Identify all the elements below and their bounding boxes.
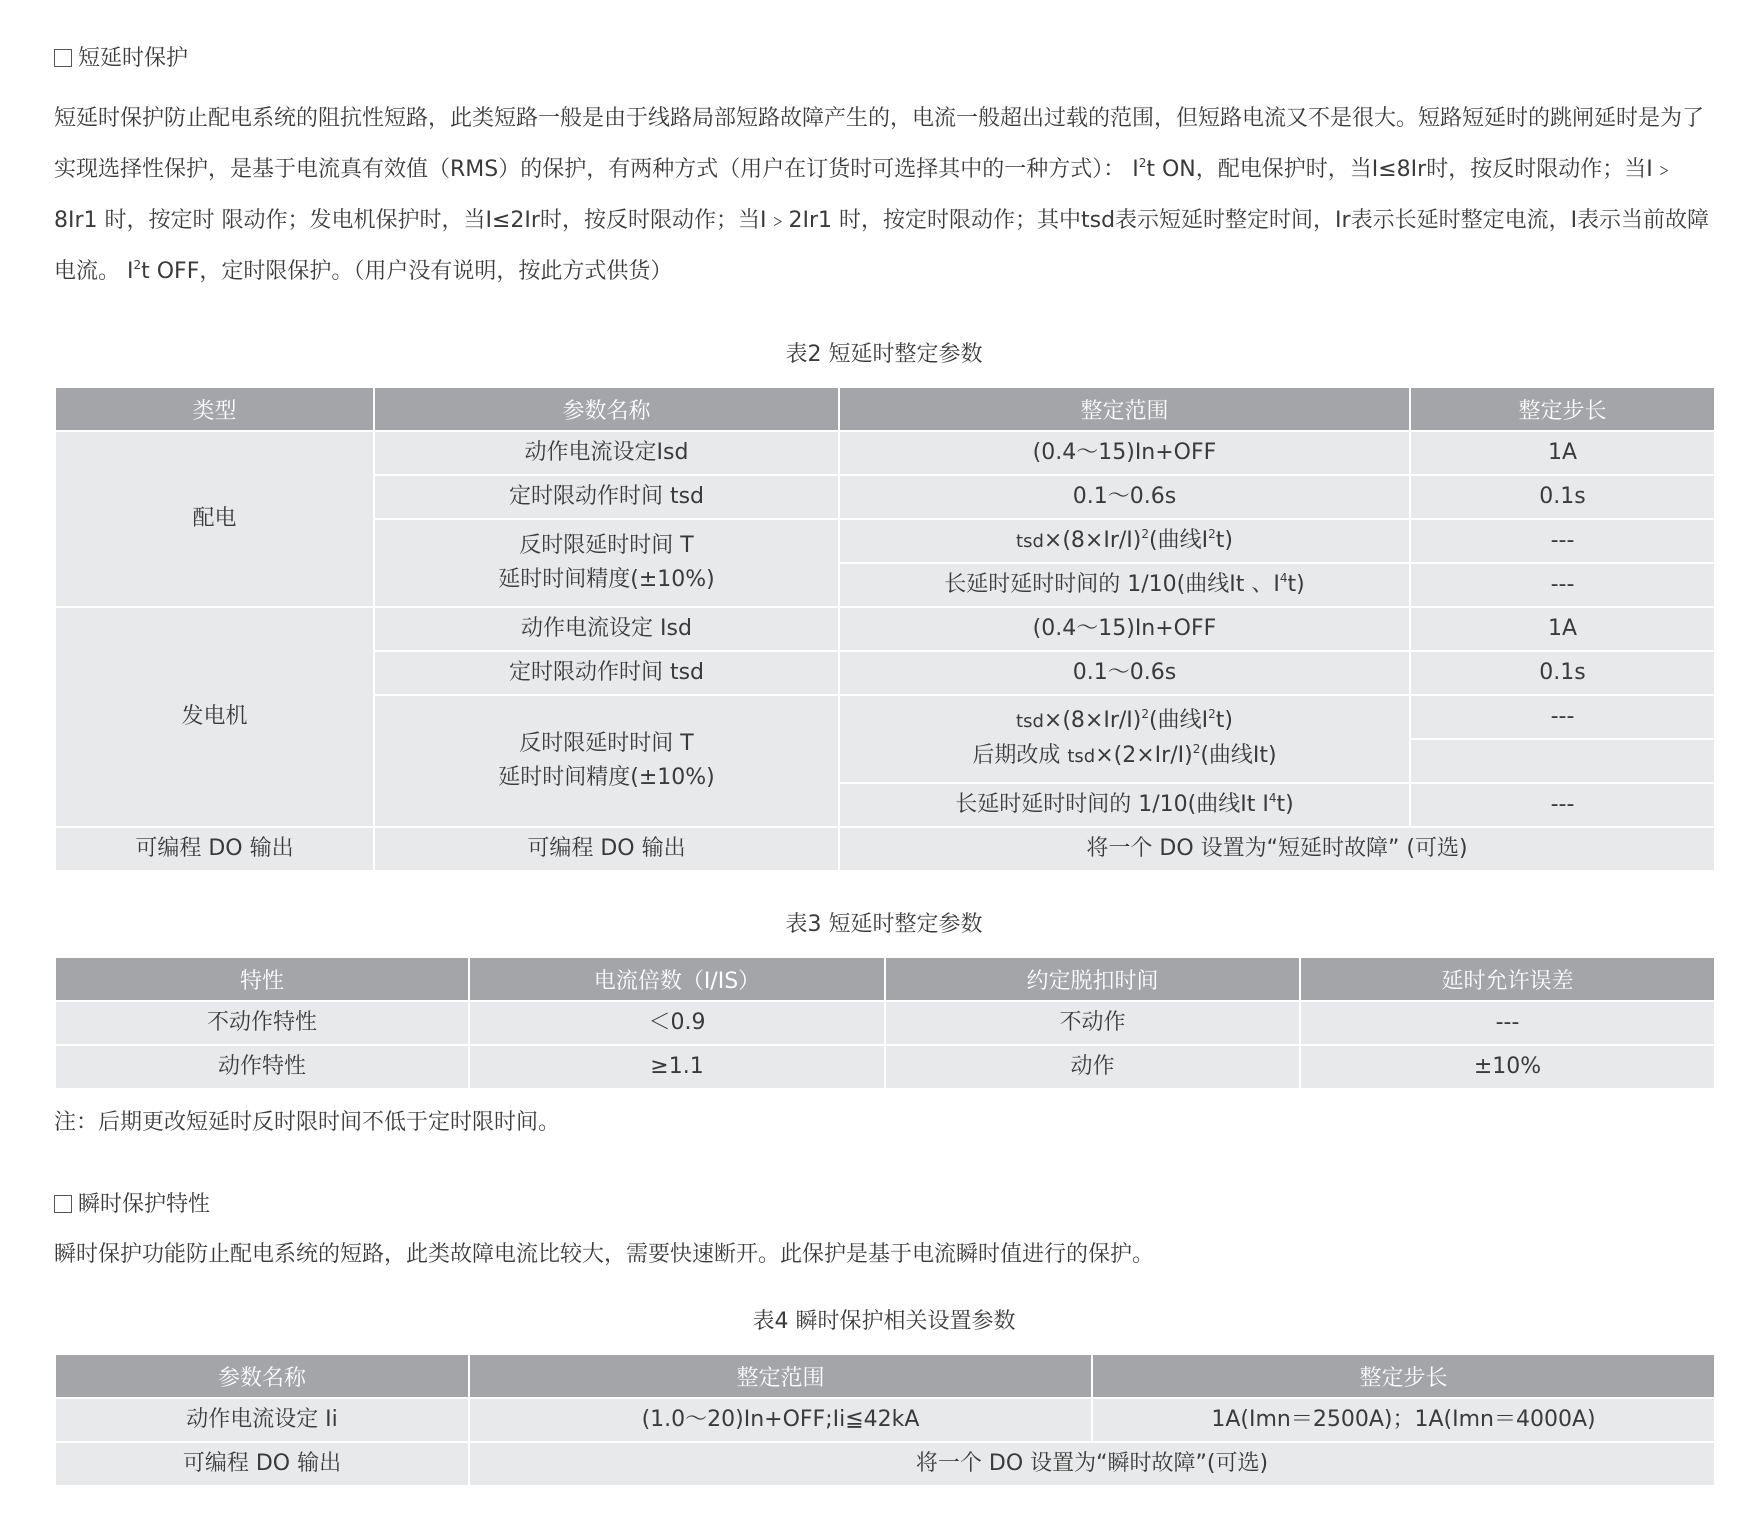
table2-caption: 表2 短延时整定参数 <box>785 342 983 367</box>
step-cell: 0.1s <box>1410 475 1715 519</box>
checkbox-square-icon <box>54 49 72 67</box>
header-cell: 电流倍数（I/IS） <box>469 957 885 1001</box>
table-row: 不动作特性 ＜0.9 不动作 --- <box>55 1001 1715 1045</box>
step-cell: --- <box>1410 519 1715 563</box>
param-cell: 动作电流设定 Isd <box>374 607 839 651</box>
header-cell: 约定脱扣时间 <box>885 957 1300 1001</box>
header-cell: 参数名称 <box>55 1354 469 1398</box>
table3 <box>54 956 1716 1090</box>
table-note: 注：后期更改短延时反时限时间不低于定时限时间。 <box>54 1110 561 1135</box>
header-cell: 整定步长 <box>1092 1354 1715 1398</box>
step-cell: --- <box>1410 783 1715 827</box>
table-row <box>55 607 1715 651</box>
short-delay-description: 短延时保护防止配电系统的阻抗性短路，此类短路一般是由于线路局部短路故障产生的，电流一般超出过载的范围，但短路电流又不是很大。短路短延时的跳闸延时是为了实现选择性保护，是基于电流真有效值（RMS）的保护，有两种方式（用户在订货时可选择其中的一种方式）： $I^2t$ ON，配电保护时，当I≤8Ir时，按反时限动作；当I﹥8Ir1 时，按定时 限动作；发电机保护时，当I≤2Ir时，按反时限动作；当I﹥2Ir1 时，按定时限动作；其中tsd表示短延时整定时间，Ir表示长延时整定电流，I表示当前故障电流。 $I^2t$ OFF，定时限保护。（用户没有说明，按此方式供货） <box>54 106 1710 284</box>
instantaneous-description: 瞬时保护功能防止配电系统的短路，此类故障电流比较大，需要快速断开。此保护是基于电流瞬时值进行的保护。 <box>54 1242 1155 1267</box>
range-cell: 长延时延时时间的 1/10(曲线It 、$I^4t$) <box>839 563 1410 607</box>
table4-caption: 表4 瞬时保护相关设置参数 <box>752 1309 1016 1334</box>
header-cell: 类型 <box>55 387 374 431</box>
range-cell: $tsd\times(8\times Ir/I)^2$(曲线$I^2t$) <box>839 519 1410 563</box>
type-do-output: 可编程 DO 输出 <box>55 827 374 871</box>
table-row: 动作特性 ≥1.1 动作 ±10% <box>55 1045 1715 1089</box>
header-cell: 特性 <box>55 957 469 1001</box>
header-cell: 整定范围 <box>469 1354 1092 1398</box>
step-cell: 1A <box>1410 607 1715 651</box>
step-cell: --- <box>1410 563 1715 607</box>
range-cell: 将一个 DO 设置为“短延时故障” (可选) <box>839 827 1715 871</box>
table2 <box>54 386 1716 872</box>
table-header-row <box>55 387 1715 431</box>
table3-caption: 表3 短延时整定参数 <box>785 912 983 937</box>
range-cell: 长延时延时时间的 1/10(曲线It $I^4t$) <box>839 783 1410 827</box>
range-cell: $tsd\times(8\times Ir/I)^2$(曲线$I^2t$) 后期改成 $tsd\times(2\times Ir/I)^2$(曲线It) <box>839 695 1410 783</box>
table4 <box>54 1353 1716 1487</box>
table-header-row <box>55 1354 1715 1398</box>
param-cell: 反时限延时时间 T 延时时间精度(±10%) <box>374 695 839 827</box>
table-row <box>55 431 1715 475</box>
section-heading-short-delay: 短延时保护 <box>54 44 188 74</box>
checkbox-square-icon <box>54 1195 72 1213</box>
range-cell: (0.4～15)In+OFF <box>839 431 1410 475</box>
table-row: 动作电流设定 Ii (1.0～20)In+OFF;Ii≦42kA 1A(Imn＝2500A)；1A(Imn＝4000A) <box>55 1398 1715 1442</box>
param-cell: 反时限延时时间 T 延时时间精度(±10%) <box>374 519 839 607</box>
range-cell: 0.1～0.6s <box>839 475 1410 519</box>
section-heading-instantaneous: 瞬时保护特性 <box>54 1190 210 1220</box>
header-cell: 整定步长 <box>1410 387 1715 431</box>
param-cell: 定时限动作时间 tsd <box>374 651 839 695</box>
header-cell: 参数名称 <box>374 387 839 431</box>
step-cell: --- <box>1410 695 1715 739</box>
table-row <box>55 827 1715 871</box>
step-cell: 0.1s <box>1410 651 1715 695</box>
range-cell: (0.4～15)In+OFF <box>839 607 1410 651</box>
step-cell: 1A <box>1410 431 1715 475</box>
table-row: 可编程 DO 输出 将一个 DO 设置为“瞬时故障”(可选) <box>55 1442 1715 1486</box>
header-cell: 延时允许误差 <box>1300 957 1715 1001</box>
step-cell <box>1410 739 1715 783</box>
type-generator: 发电机 <box>55 607 374 827</box>
type-distribution: 配电 <box>55 431 374 607</box>
param-cell: 可编程 DO 输出 <box>374 827 839 871</box>
param-cell: 动作电流设定Isd <box>374 431 839 475</box>
range-cell: 0.1～0.6s <box>839 651 1410 695</box>
header-cell: 整定范围 <box>839 387 1410 431</box>
param-cell: 定时限动作时间 tsd <box>374 475 839 519</box>
table-header-row <box>55 957 1715 1001</box>
